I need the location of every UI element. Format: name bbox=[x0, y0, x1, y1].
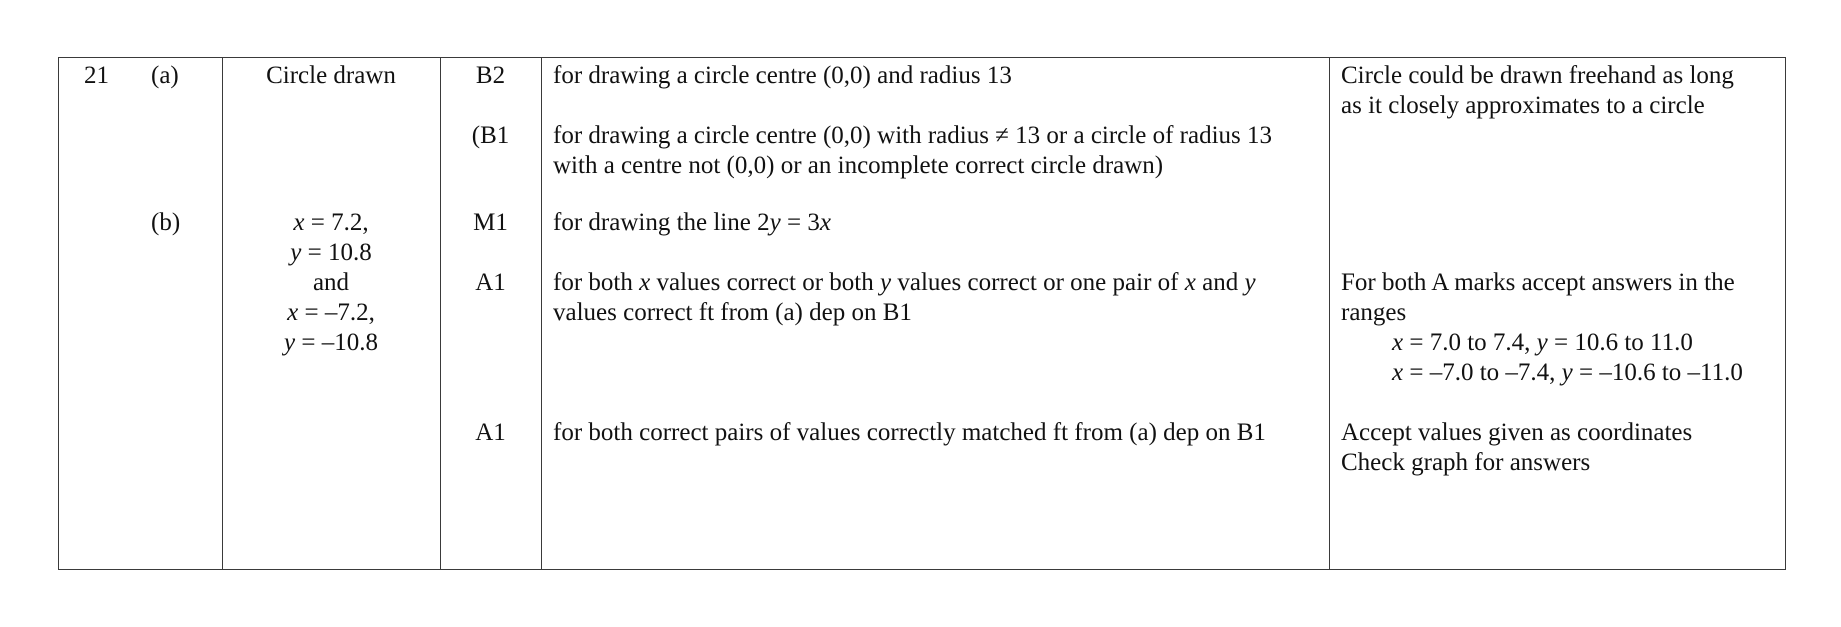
note-b2-line: Accept values given as coordinates bbox=[1341, 419, 1693, 446]
note-b-line: For both A marks accept answers in the bbox=[1341, 269, 1735, 296]
mark-b2: B2 bbox=[475, 62, 506, 89]
note-range: x = –7.0 to –7.4, y = –10.6 to –11.0 bbox=[1392, 359, 1743, 386]
note-a-line: Circle could be drawn freehand as long bbox=[1341, 62, 1734, 89]
note-b-line: ranges bbox=[1341, 299, 1407, 326]
note-range: x = 7.0 to 7.4, y = 10.6 to 11.0 bbox=[1392, 329, 1693, 356]
mark-m1: M1 bbox=[473, 209, 508, 236]
criterion-a1-line: for both x values correct or both y values correct or one pair of x and y bbox=[553, 269, 1256, 296]
part-label-b: (b) bbox=[151, 209, 181, 236]
criterion-b1-line: for drawing a circle centre (0,0) with radius ≠ 13 or a circle of radius 13 bbox=[553, 122, 1272, 149]
mark-b1: (B1 bbox=[471, 122, 510, 149]
answer-b-line: x = –7.2, bbox=[287, 299, 375, 326]
answer-b-line: y = 10.8 bbox=[290, 239, 372, 266]
answer-b-line: x = 7.2, bbox=[293, 209, 369, 236]
criterion-b2: for drawing a circle centre (0,0) and radius 13 bbox=[553, 62, 1012, 89]
mark-scheme-table bbox=[58, 57, 1786, 570]
criterion-a1-line: values correct ft from (a) dep on B1 bbox=[553, 299, 912, 326]
part-label-a: (a) bbox=[151, 62, 179, 89]
answer-b-line: y = –10.8 bbox=[284, 329, 378, 356]
note-b2-line: Check graph for answers bbox=[1341, 449, 1591, 476]
criterion-m1: for drawing the line 2y = 3x bbox=[553, 209, 831, 236]
question-number: 21 bbox=[84, 62, 109, 89]
answer-b-line: and bbox=[312, 269, 350, 296]
column-divider bbox=[541, 58, 542, 569]
answer-a: Circle drawn bbox=[266, 62, 396, 89]
column-divider bbox=[1329, 58, 1330, 569]
mark-a1: A1 bbox=[475, 419, 506, 446]
mark-a1: A1 bbox=[475, 269, 506, 296]
criterion-a1-second: for both correct pairs of values correctly matched ft from (a) dep on B1 bbox=[553, 419, 1266, 446]
note-a-line: as it closely approximates to a circle bbox=[1341, 92, 1705, 119]
criterion-b1-line: with a centre not (0,0) or an incomplete correct circle drawn) bbox=[553, 152, 1164, 179]
